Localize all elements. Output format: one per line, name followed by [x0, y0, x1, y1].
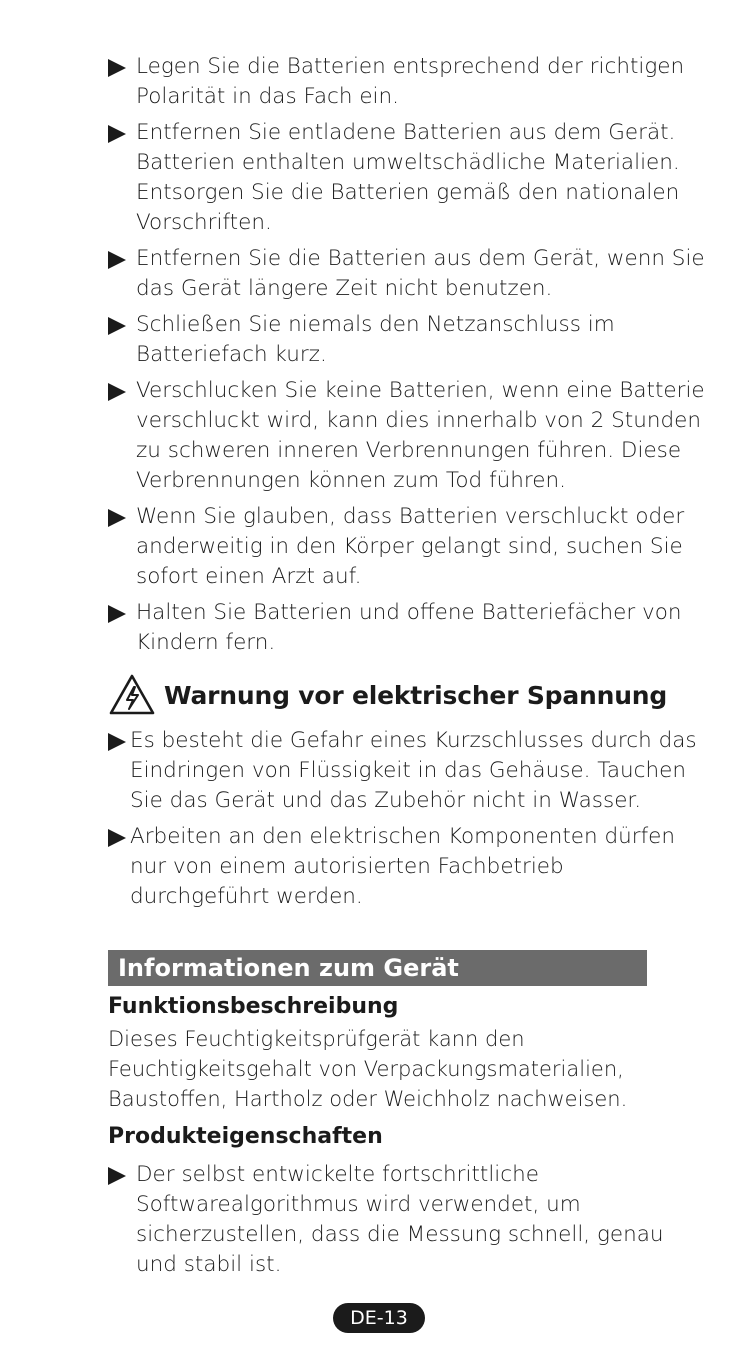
list-item: Entfernen Sie entladene Batterien aus dem Gerät. Batterien enthalten umweltschädliche Materialien. Entsorgen Sie die Batterien gemäß den nationalen Vorschriften.: [108, 118, 708, 238]
triangle-bullet-icon: [108, 605, 126, 623]
warning-heading: [108, 670, 667, 720]
list-item: Es besteht die Gefahr eines Kurzschlusses durch das Eindringen von Flüssigkeit in das Gehäuse. Tauchen Sie das Gerät und das Zubehör nicht in Wasser.: [108, 726, 708, 816]
function-description: Dieses Feuchtigkeitsprüfgerät kann den Feuchtigkeitsgehalt von Verpackungsmaterialien, Baustoffen, Hartholz oder Weichholz nachweisen.: [108, 1027, 628, 1111]
triangle-bullet-icon: [108, 317, 126, 335]
list-item: Verschlucken Sie keine Batterien, wenn eine Batterie verschluckt wird, kann dies innerhalb von 2 Stunden zu schweren inneren Verbrennungen führen. Diese Verbrennungen können zum Tod führen.: [108, 376, 708, 496]
list-item: Wenn Sie glauben, dass Batterien verschluckt oder anderweitig in den Körper gelangt sind, suchen Sie sofort einen Arzt auf.: [108, 502, 708, 592]
triangle-bullet-icon: [108, 251, 126, 269]
safety-bullet-list: [108, 52, 708, 664]
list-item: Entfernen Sie die Batterien aus dem Gerät, wenn Sie das Gerät längere Zeit nicht benutzen.: [108, 244, 708, 304]
triangle-bullet-icon: [108, 509, 126, 527]
triangle-bullet-icon: [108, 59, 126, 77]
product-heading: Produkteigenschaften: [108, 1124, 383, 1149]
list-item: Legen Sie die Batterien entsprechend der richtigen Polarität in das Fach ein.: [108, 52, 708, 112]
warning-title: Warnung vor elektrischer Spannung: [164, 680, 668, 710]
list-item: Halten Sie Batterien und offene Batteriefächer von Kindern fern.: [108, 598, 708, 658]
list-item: Der selbst entwickelte fortschrittliche Softwarealgorithmus wird verwendet, um sicherzustellen, dass die Messung schnell, genau und stabil ist.: [108, 1160, 708, 1280]
function-heading: Funktionsbeschreibung: [108, 994, 399, 1019]
page-number-badge: DE-13: [333, 1303, 425, 1333]
section-title-bar: Informationen zum Gerät: [108, 950, 647, 986]
triangle-bullet-icon: [108, 829, 126, 847]
triangle-bullet-icon: [108, 383, 126, 401]
product-bullet-list: [108, 1160, 708, 1286]
triangle-bullet-icon: [108, 733, 126, 751]
list-item: Schließen Sie niemals den Netzanschluss im Batteriefach kurz.: [108, 310, 708, 370]
electric-hazard-icon: [108, 673, 156, 717]
triangle-bullet-icon: [108, 1167, 126, 1185]
warning-bullet-list: [108, 726, 708, 918]
list-item: Arbeiten an den elektrischen Komponenten dürfen nur von einem autorisierten Fachbetrieb durchgeführt werden.: [108, 822, 708, 912]
triangle-bullet-icon: [108, 125, 126, 143]
